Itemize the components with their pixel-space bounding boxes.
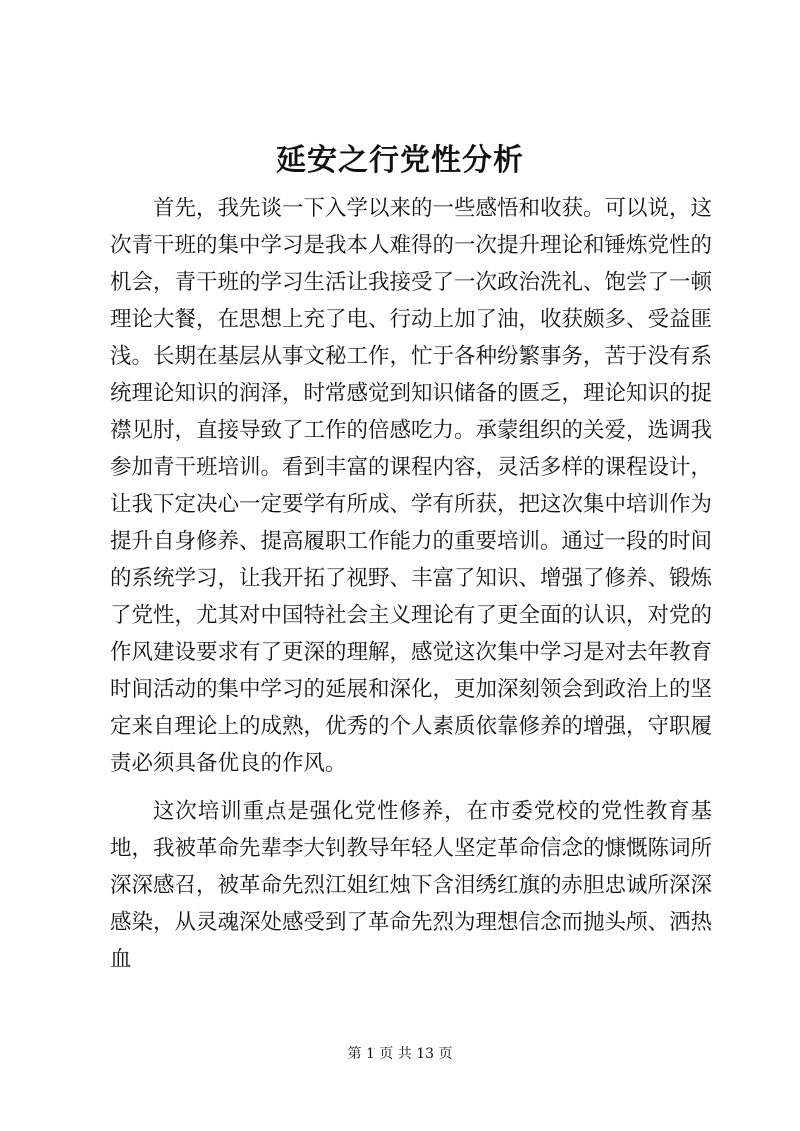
document-body bbox=[110, 190, 712, 978]
page-footer: 第 1 页 共 13 页 bbox=[347, 1046, 453, 1062]
paragraph-1: 首先，我先谈一下入学以来的一些感悟和收获。可以说，这次青干班的集中学习是我本人难得的一次提升理论和锤炼党性的机会，青干班的学习生活让我接受了一次政治洗礼、饱尝了一顿理论大餐，在思想上充了电、行动上加了油，收获颇多、受益匪浅。长期在基层从事文秘工作，忙于各种纷繁事务，苦于没有系统理论知识的润泽，时常感觉到知识储备的匮乏，理论知识的捉襟见肘，直接导致了工作的倍感吃力。承蒙组织的关爱，选调我参加青干班培训。看到丰富的课程内容，灵活多样的课程设计，让我下定决心一定要学有所成、学有所获，把这次集中培训作为提升自身修养、提高履职工作能力的重要培训。通过一段的时间的系统学习，让我开拓了视野、丰富了知识、增强了修养、锻炼了党性，尤其对中国特社会主义理论有了更全面的认识，对党的作风建设要求有了更深的理解，感觉这次集中学习是对去年教育时间活动的集中学习的延展和深化，更加深刻领会到政治上的坚定来自理论上的成熟，优秀的个人素质依靠修养的增强，守职履责必须具备优良的作风。 bbox=[110, 196, 713, 776]
document-title: 延安之行党性分析 bbox=[276, 143, 524, 178]
paragraph-2: 这次培训重点是强化党性修养，在市委党校的党性教育基地，我被革命先辈李大钊教导年轻人坚定革命信念的慷慨陈词所深深感召，被革命先烈江姐红烛下含泪绣红旗的赤胆忠诚所深深感染，从灵魂深处感受到了革命先烈为理想信念而抛头颅、洒热血 bbox=[110, 799, 713, 972]
